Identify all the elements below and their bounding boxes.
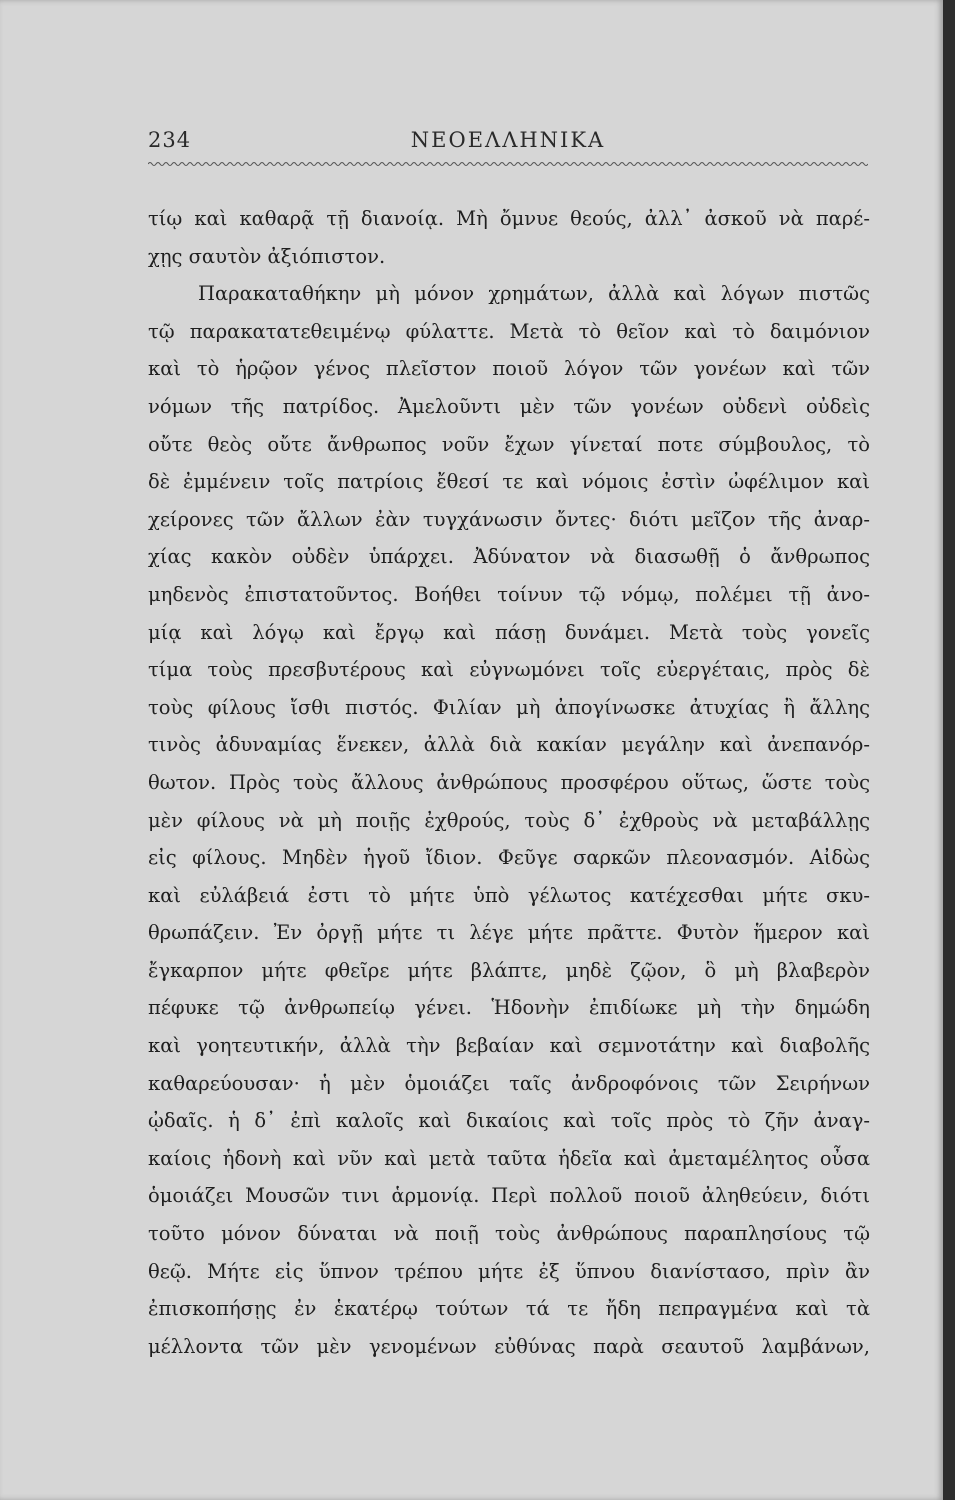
page-edge-shadow <box>943 0 955 1500</box>
text-line: δὲ ἐμμένειν τοῖς πατρίοις ἔθεσί τε καὶ νόμοις ἐστὶν ὠφέλιμον καὶ <box>148 470 870 494</box>
text-line: καὶ τὸ ἡρῷον γένος πλεῖστον ποιοῦ λόγον τῶν γονέων καὶ τῶν <box>148 357 870 381</box>
text-line: μηδενὸς ἐπιστατοῦντος. Βοήθει τοίνυν τῷ νόμῳ, πολέμει τῇ ἀνο- <box>148 582 870 606</box>
text-line: τῷ παρακατατεθειμένῳ φύλαττε. Μετὰ τὸ θεῖον καὶ τὸ δαιμόνιον <box>148 319 870 343</box>
text-line: θεῷ. Μήτε εἰς ὕπνον τρέπου μήτε ἐξ ὕπνου διανίστασο, πρὶν ἂν <box>148 1259 870 1283</box>
text-line: θωτον. Πρὸς τοὺς ἄλλους ἀνθρώπους προσφέρου οὕτως, ὥστε τοὺς <box>148 770 870 794</box>
text-line: τίμα τοὺς πρεσβυτέρους καὶ εὐγνωμόνει τοῖς εὐεργέταις, πρὸς δὲ <box>148 658 870 682</box>
text-line: χῃς σαυτὸν ἀξιόπιστον. <box>148 244 386 268</box>
page-number: 234 <box>148 128 192 152</box>
text-line: καθαρεύουσαν· ἡ μὲν ὁμοιάζει ταῖς ἀνδροφόνοις τῶν Σειρήνων <box>148 1071 870 1095</box>
text-line: χείρονες τῶν ἄλλων ἐὰν τυγχάνωσιν ὄντες· διότι μεῖζον τῆς ἀναρ- <box>148 507 870 531</box>
running-title: ΝΕΟΕΛΛΗΝΙΚΑ <box>410 128 606 152</box>
text-line: χίας κακὸν οὐδὲν ὑπάρχει. Ἀδύνατον νὰ διασωθῇ ὁ ἄνθρωπος <box>148 545 870 569</box>
text-line: ἔγκαρπον μήτε φθεῖρε μήτε βλάπτε, μηδὲ ζῷον, ὃ μὴ βλαβερὸν <box>148 958 870 982</box>
text-line: ὁμοιάζει Μουσῶν τινι ἁρμονίᾳ. Περὶ πολλοῦ ποιοῦ ἀληθεύειν, διότι <box>148 1184 870 1208</box>
text-line: τοὺς φίλους ἴσθι πιστός. Φιλίαν μὴ ἀπογίνωσκε ἀτυχίας ἢ ἄλλης <box>148 695 870 719</box>
text-line: οὔτε θεὸς οὔτε ἄνθρωπος νοῦν ἔχων γίνεταί ποτε σύμβουλος, τὸ <box>148 432 870 456</box>
text-line: θρωπάζειν. Ἐν ὀργῇ μήτε τι λέγε μήτε πρᾶττε. Φυτὸν ἥμερον καὶ <box>148 921 870 945</box>
text-line: εἰς φίλους. Μηδὲν ἡγοῦ ἴδιον. Φεῦγε σαρκῶν πλεονασμόν. Αἰδὼς <box>148 846 870 870</box>
wavy-rule <box>148 160 868 168</box>
text-line: καὶ εὐλάβειά ἐστι τὸ μήτε ὑπὸ γέλωτος κατέχεσθαι μήτε σκυ- <box>148 883 870 907</box>
text-line: πέφυκε τῷ ἀνθρωπείῳ γένει. Ἡδονὴν ἐπιδίωκε μὴ τὴν δημώδη <box>148 996 870 1020</box>
text-line: τίῳ καὶ καθαρᾷ τῇ διανοίᾳ. Μὴ ὄμνυε θεούς, ἀλλ᾽ ἀσκοῦ νὰ παρέ- <box>148 207 870 230</box>
text-line: μὲν φίλους νὰ μὴ ποιῇς ἐχθρούς, τοὺς δ᾽ ἐχθροὺς νὰ μεταβάλλῃς <box>148 808 870 832</box>
text-line: τοῦτο μόνον δύναται νὰ ποιῇ τοὺς ἀνθρώπους παραπλησίους τῷ <box>148 1222 870 1246</box>
text-line: μέλλοντα τῶν μὲν γενομένων εὐθύνας παρὰ σεαυτοῦ λαμβάνων, <box>148 1334 870 1358</box>
text-line: μίᾳ καὶ λόγῳ καὶ ἔργῳ καὶ πάσῃ δυνάμει. Μετὰ τοὺς γονεῖς <box>148 620 870 644</box>
body-text <box>148 200 870 1365</box>
text-line: νόμων τῆς πατρίδος. Ἀμελοῦντι μὲν τῶν γονέων οὐδενὶ οὐδεὶς <box>148 394 870 418</box>
text-line: καὶ γοητευτικήν, ἀλλὰ τὴν βεβαίαν καὶ σεμνοτάτην καὶ διαβολῆς <box>148 1034 870 1058</box>
text-line: καίοις ἡδονὴ καὶ νῦν καὶ μετὰ ταῦτα ἡδεῖα καὶ ἀμεταμέλητος οὖσα <box>148 1146 870 1170</box>
text-line: τινὸς ἀδυναμίας ἕνεκεν, ἀλλὰ διὰ κακίαν μεγάλην καὶ ἀνεπανόρ- <box>148 733 870 757</box>
text-line: Παρακαταθήκην μὴ μόνον χρημάτων, ἀλλὰ καὶ λόγων πιστῶς <box>198 282 870 306</box>
text-line: ᾠδαῖς. ἡ δ᾽ ἐπὶ καλοῖς καὶ δικαίοις καὶ τοῖς πρὸς τὸ ζῆν ἀναγ- <box>148 1109 870 1133</box>
text-line: ἐπισκοπήσῃς ἐν ἑκατέρῳ τούτων τά τε ἤδη πεπραγμένα καὶ τὰ <box>148 1297 870 1321</box>
page-header <box>148 128 868 164</box>
